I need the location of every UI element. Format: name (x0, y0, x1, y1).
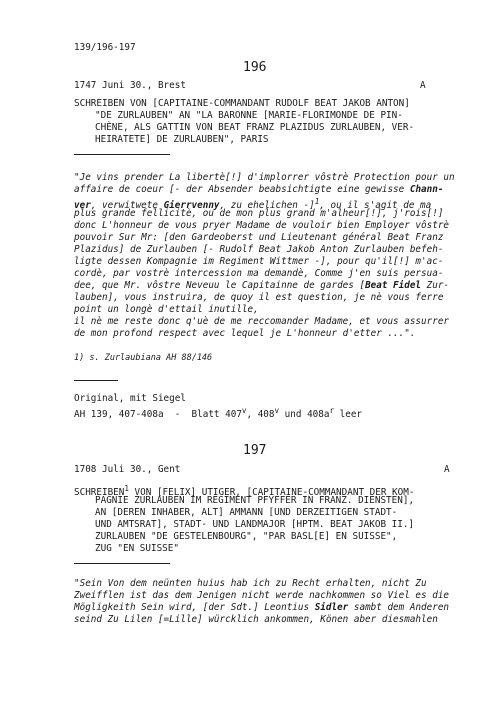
title-197-line: ZUG "EN SUISSE" (95, 543, 179, 554)
letter-196-line: lauben], vous instruira, de quoy il est question, je nè vous ferre (74, 292, 444, 303)
date-place-196: 1747 Juni 30., Brest (74, 80, 186, 91)
name-beat-fidel: Beat Fidel (365, 280, 422, 291)
letter-196-line: pouvoir Sur Mr: [den Gardeoberst und Lieutenant général Beat Franz (74, 232, 444, 243)
page-reference: 139/196-197 (74, 42, 136, 53)
title-197-line: UND AMTSRAT], STADT- UND LANDMAJOR [HPTM. BEAT JAKOB II.] (95, 519, 415, 530)
footnote-marker: 1 (314, 197, 320, 206)
letter-196-line: cordè, par vostrè intercession ma demandè, Comme j'en suis persua- (74, 268, 444, 279)
name-sidler: Sidler (314, 602, 349, 613)
source-description: Original, mit Siegel (74, 393, 186, 404)
title-196-line: CHÈNE, ALS GATTIN VON BEAT FRANZ PLAZIDUS ZURLAUBEN, VER- (95, 122, 415, 133)
flag-196: A (420, 80, 426, 91)
name-channver-cont: ver (74, 200, 91, 212)
letter-196-line: ligte dessen Kompagnie im Regiment Wittmer -], pour qu'il[!] m'ac- (74, 256, 444, 267)
source-shelfmark: AH 139, 407-408a - Blatt 407$^v$, 408$^v$ und $408a^r$ leer (74, 406, 363, 421)
letter-197-line: Zweifflen ist das dem Jenigen nicht werde nachkommen so Viel es die (74, 590, 450, 601)
title-197-line: SCHREIBEN$^1$ VON [FELIX] UTIGER, [CAPITAINE-COMMANDANT DER KOM- (74, 484, 415, 499)
title-196-line: "DE ZURLAUBEN" AN "LA BARONNE [MARIE-FLORIMONDE DE PIN- (95, 110, 403, 121)
letter-196-line: Plazidus] de Zurlauben [- Rudolf Beat Jakob Anton Zurlauben befeh- (74, 244, 444, 255)
name-channver: Chann- (409, 184, 444, 195)
letter-196-line: "Je vins prender La libertè[!] d'implorrer vôstrè Protection pour un (74, 172, 455, 183)
title-196-line: SCHREIBEN VON [CAPITAINE-COMMANDANT RUDOLF BEAT JAKOB ANTON] (74, 98, 410, 109)
letter-197-line: Mögligkeith Sein wird, [der Sdt.] Leontius Sidler sambt dem Anderen (74, 602, 450, 613)
letter-196-line: dee, que Mr. vôstre Neveuu le Capitainne de gardes [Beat Fidel Zur- (74, 280, 450, 291)
name-gierrvenny: Gierrvenny (163, 200, 220, 212)
letter-196-line: donc L'honneur de vous pryer Madame de vouloir bien Employer vôstrè (74, 220, 450, 231)
letter-196-line: il nè me reste donc q'uè de me reccomander Madame, et vous assurrer (74, 316, 450, 327)
letter-197-line: "Sein Von dem neünten huius hab ich zu Recht erhalten, nicht Zu (74, 578, 427, 589)
separator-rule (74, 380, 118, 381)
letter-197-line: seind Zu Lilen [=Lille] würcklich ankommen, Könen aber diesmahlen (74, 614, 438, 625)
title-197-line: ZURLAUBEN "DE GESTELENBOURG", "PAR BASL[E] EN SUISSE", (95, 531, 398, 542)
title-197-line: AN [DEREN INHABER, ALT] AMMANN [UND DERZEITIGEN STADT- (95, 507, 398, 518)
letter-196-line: point un longè d'ettail inutille, (74, 304, 259, 315)
letter-196-line: ver, verwitwete Gierrvenny, zu ehelichen -]$^1$, ou il s'agit de ma (74, 197, 432, 212)
date-place-197: 1708 Juli 30., Gent (74, 464, 181, 475)
letter-196-line: plus grande fellicitè, ou de mon plus grand m'alheur[!], j'rois[!] (74, 208, 444, 219)
document-number-197: 197 (243, 443, 267, 458)
flag-197: A (444, 464, 450, 475)
letter-196-line: affaire de coeur [- der Absender beabsichtigte eine gewisse Chann- (74, 184, 444, 195)
letter-196-line: de mon profond respect avec lequel je L'honneur d'etter ...". (74, 328, 416, 339)
document-number-196: 196 (243, 60, 267, 75)
separator-rule (74, 154, 170, 155)
separator-rule (74, 563, 170, 564)
title-196-line: HEIRATETE] DE ZURLAUBEN", PARIS (95, 134, 269, 145)
title-197-line: PAGNIE ZURLAUBEN IM REGIMENT PFYFFER IN FRANZ. DIENSTEN], (95, 495, 415, 506)
footnote-196: 1) s. Zurlaubiana AH 88/146 (74, 353, 213, 363)
